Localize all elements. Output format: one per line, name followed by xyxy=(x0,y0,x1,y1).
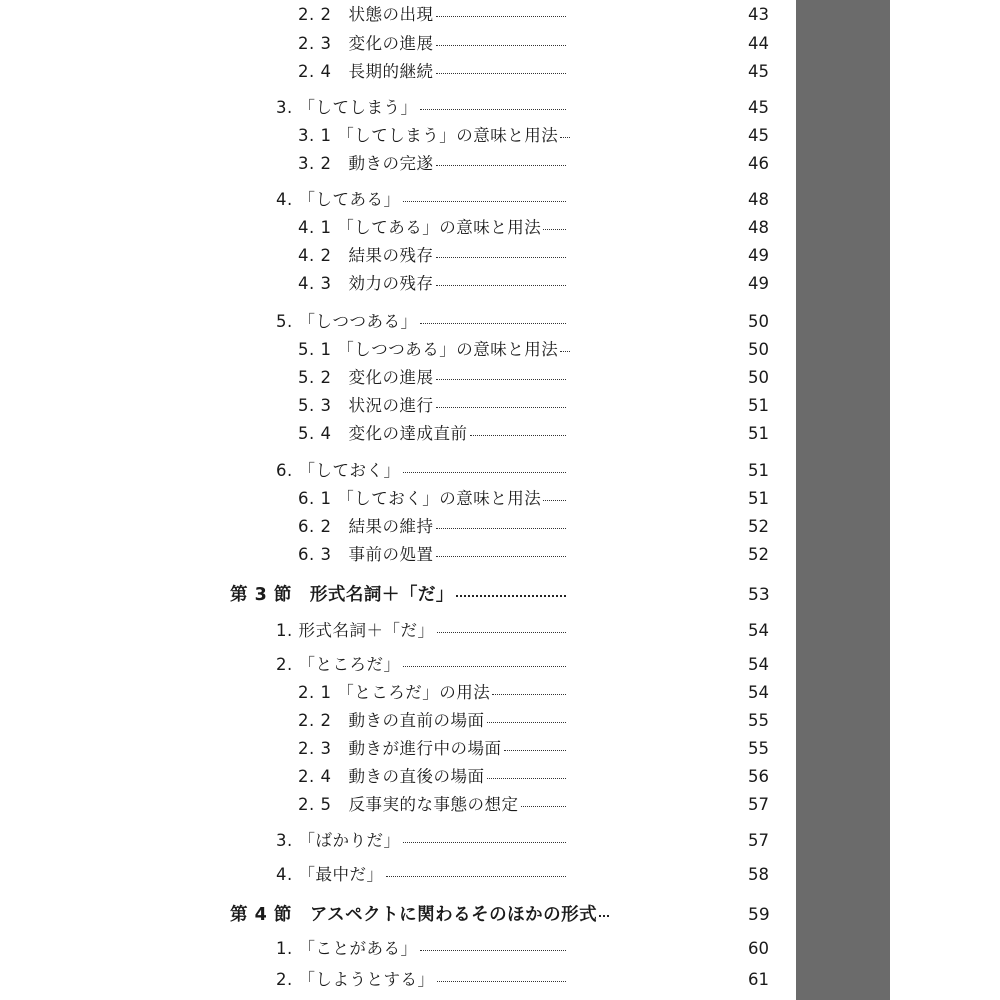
leader-dots xyxy=(403,472,567,473)
toc-entry-label: 6. 3 事前の処置 xyxy=(298,545,434,564)
toc-entry-label: 2. 4 動きの直後の場面 xyxy=(298,767,485,786)
toc-entry-4-3 xyxy=(298,273,570,295)
leader-dots xyxy=(487,778,567,779)
leader-dots xyxy=(437,632,567,633)
toc-entry-label: 6. 「しておく」 xyxy=(276,461,401,480)
leader-dots xyxy=(436,407,567,408)
toc-entry-2-1 xyxy=(298,682,570,704)
leader-dots xyxy=(599,915,609,917)
toc-entry-page: 61 xyxy=(748,970,769,989)
toc-entry-page: 44 xyxy=(748,34,769,53)
toc-entry-page: 45 xyxy=(748,98,769,117)
toc-entry-4-2 xyxy=(298,245,570,267)
toc-entry-1 xyxy=(276,620,570,642)
toc-entry-label: 2. 5 反事実的な事態の想定 xyxy=(298,795,519,814)
toc-entry-4 xyxy=(276,189,570,211)
toc-entry-page: 45 xyxy=(748,126,769,145)
page-margin xyxy=(890,0,1000,1000)
leader-dots xyxy=(436,528,567,529)
toc-entry-page: 46 xyxy=(748,154,769,173)
leader-dots xyxy=(543,500,566,501)
toc-entry-label: 4. 2 結果の残存 xyxy=(298,246,434,265)
toc-entry-4-1 xyxy=(298,217,570,239)
toc-entry-5-3 xyxy=(298,395,570,417)
toc-entry-2-4b xyxy=(298,766,570,788)
toc-entry-page: 49 xyxy=(748,246,769,265)
toc-entry-label: 4. 「してある」 xyxy=(276,190,401,209)
toc-entry-label: 2. 3 変化の進展 xyxy=(298,34,434,53)
toc-entry-label: 6. 2 結果の維持 xyxy=(298,517,434,536)
toc-entry-label: 2. 「ところだ」 xyxy=(276,655,401,674)
toc-section-page: 53 xyxy=(748,585,770,605)
leader-dots xyxy=(420,950,567,951)
leader-dots xyxy=(487,722,567,723)
leader-dots xyxy=(420,323,567,324)
toc-entry-page: 54 xyxy=(748,655,769,674)
toc-entry-label: 2. 2 状態の出現 xyxy=(298,5,434,24)
toc-entry-label: 6. 1 「しておく」の意味と用法 xyxy=(298,489,542,508)
toc-section-page: 59 xyxy=(748,905,770,925)
toc-entry-page: 50 xyxy=(748,368,769,387)
toc-entry-page: 50 xyxy=(748,312,769,331)
toc-entry-page: 57 xyxy=(748,831,769,850)
leader-dots xyxy=(436,165,567,166)
leader-dots xyxy=(560,137,570,138)
leader-dots xyxy=(436,45,567,46)
toc-entry-5-1 xyxy=(298,339,570,361)
toc-entry-2-2b xyxy=(298,710,570,732)
leader-dots xyxy=(543,229,566,230)
leader-dots xyxy=(403,842,567,843)
toc-entry-label: 4. 3 効力の残存 xyxy=(298,274,434,293)
toc-entry-page: 49 xyxy=(748,274,769,293)
toc-section-label: 第 4 節 アスペクトに関わるそのほかの形式 xyxy=(230,905,598,925)
toc-entry-page: 60 xyxy=(748,939,769,958)
toc-entry-label: 5. 3 状況の進行 xyxy=(298,396,434,415)
toc-entry-6-3 xyxy=(298,544,570,566)
toc-entry-label: 2. 「しようとする」 xyxy=(276,970,435,989)
toc-entry-label: 5. 1 「しつつある」の意味と用法 xyxy=(298,340,559,359)
leader-dots xyxy=(436,73,567,74)
leader-dots xyxy=(436,556,567,557)
toc-entry-page: 50 xyxy=(748,340,769,359)
leader-dots xyxy=(386,876,567,877)
toc-entry-4b xyxy=(276,864,570,886)
toc-entry-2-2 xyxy=(298,4,570,26)
toc-entry-label: 3. 「ばかりだ」 xyxy=(276,831,401,850)
toc-entry-label: 3. 2 動きの完遂 xyxy=(298,154,434,173)
toc-entry-label: 2. 3 動きが進行中の場面 xyxy=(298,739,502,758)
toc-entry-page: 48 xyxy=(748,218,769,237)
toc-entry-page: 43 xyxy=(748,5,769,24)
toc-entry-page: 51 xyxy=(748,461,769,480)
toc-entry-page: 56 xyxy=(748,767,769,786)
leader-dots xyxy=(521,806,567,807)
toc-entry-page: 54 xyxy=(748,683,769,702)
leader-dots xyxy=(456,595,566,597)
toc-entry-page: 55 xyxy=(748,711,769,730)
toc-section-label: 第 3 節 形式名詞＋「だ」 xyxy=(230,585,454,605)
toc-entry-label: 3. 「してしまう」 xyxy=(276,98,418,117)
toc-entry-3-2 xyxy=(298,153,570,175)
leader-dots xyxy=(403,201,567,202)
toc-section-4 xyxy=(230,904,598,926)
toc-entry-page: 57 xyxy=(748,795,769,814)
toc-entry-2-4 xyxy=(298,61,570,83)
toc-entry-label: 5. 2 変化の進展 xyxy=(298,368,434,387)
toc-entry-2-3b xyxy=(298,738,570,760)
toc-entry-label: 3. 1 「してしまう」の意味と用法 xyxy=(298,126,559,145)
leader-dots xyxy=(492,694,566,695)
leader-dots xyxy=(436,257,567,258)
leader-dots xyxy=(403,666,567,667)
leader-dots xyxy=(436,285,567,286)
toc-entry-label: 2. 2 動きの直前の場面 xyxy=(298,711,485,730)
toc-entry-6-2 xyxy=(298,516,570,538)
toc-entry-label: 2. 1 「ところだ」の用法 xyxy=(298,683,491,702)
toc-entry-page: 52 xyxy=(748,545,769,564)
toc-entry-5 xyxy=(276,311,570,333)
toc-entry-label: 5. 「しつつある」 xyxy=(276,312,418,331)
toc-entry-3b xyxy=(276,830,570,852)
toc-entry-6-1 xyxy=(298,488,570,510)
toc-entry-5-4 xyxy=(298,423,570,445)
toc-entry-page: 54 xyxy=(748,621,769,640)
toc-entry-2 xyxy=(276,654,570,676)
toc-entry-2-5 xyxy=(298,794,570,816)
toc-entry-label: 4. 1 「してある」の意味と用法 xyxy=(298,218,542,237)
leader-dots xyxy=(436,379,567,380)
toc-entry-5-2 xyxy=(298,367,570,389)
toc-entry-1b xyxy=(276,938,570,960)
toc-entry-page: 51 xyxy=(748,489,769,508)
toc-entry-page: 52 xyxy=(748,517,769,536)
toc-entry-page: 51 xyxy=(748,396,769,415)
toc-entry-3-1 xyxy=(298,125,570,147)
toc-section-3 xyxy=(230,584,570,606)
toc-entry-page: 48 xyxy=(748,190,769,209)
toc-entry-2b xyxy=(276,969,570,991)
toc-entry-label: 4. 「最中だ」 xyxy=(276,865,384,884)
toc-entry-page: 45 xyxy=(748,62,769,81)
toc-entry-page: 58 xyxy=(748,865,769,884)
leader-dots xyxy=(470,435,567,436)
toc-entry-2-3 xyxy=(298,33,570,55)
toc-entry-label: 5. 4 変化の達成直前 xyxy=(298,424,468,443)
leader-dots xyxy=(436,16,567,17)
toc-entry-label: 1. 形式名詞＋「だ」 xyxy=(276,621,435,640)
leader-dots xyxy=(420,109,567,110)
toc-entry-3 xyxy=(276,97,570,119)
leader-dots xyxy=(437,981,567,982)
page-edge-shadow xyxy=(796,0,890,1000)
toc-entry-page: 55 xyxy=(748,739,769,758)
leader-dots xyxy=(504,750,567,751)
toc-entry-page: 51 xyxy=(748,424,769,443)
toc-entry-label: 2. 4 長期的継続 xyxy=(298,62,434,81)
leader-dots xyxy=(560,351,570,352)
toc-entry-6 xyxy=(276,460,570,482)
toc-entry-label: 1. 「ことがある」 xyxy=(276,939,418,958)
